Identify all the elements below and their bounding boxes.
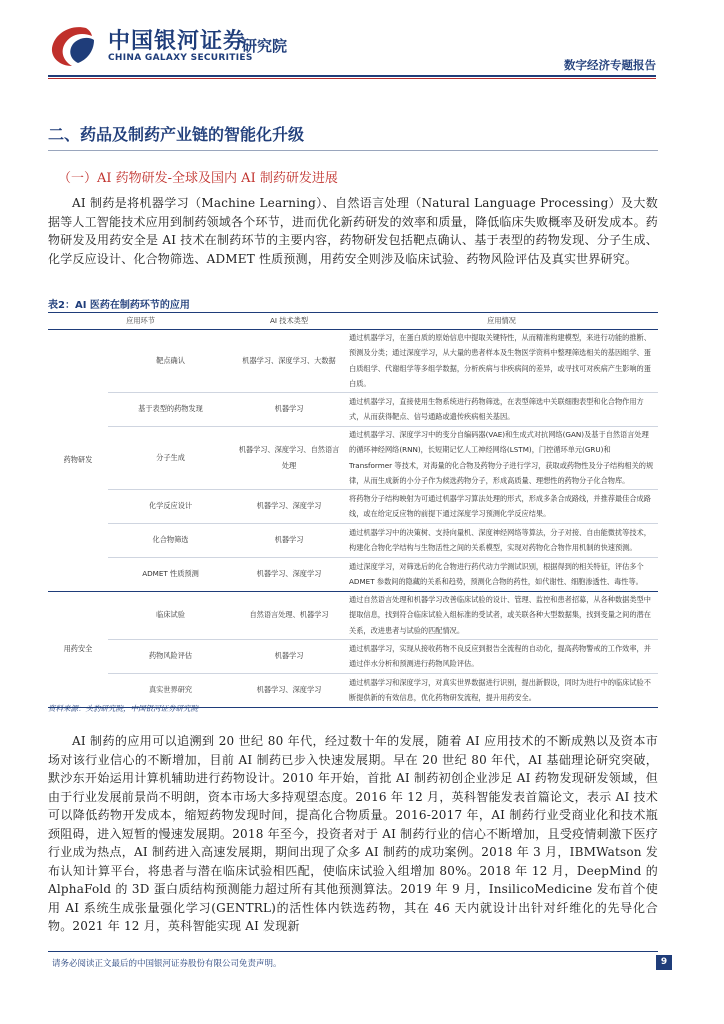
stage-cell: 分子生成 [108,426,233,489]
tech-cell: 机器学习 [233,639,345,673]
history-paragraph: AI 制药的应用可以追溯到 20 世纪 80 年代，经过数十年的发展，随着 AI 应用技术的不断成熟以及资本市场对该行业信心的不断增加，目前 AI 制药已步入快速发展期。早在 20 世纪 80 年代，AI 基础理论研究突破，默沙东开始运用计算机辅助进行药物设计。2010 年开始，首批 AI 制药初创企业涉足 AI 药物发现研发领域，但由于行业发展前景尚不明朗，资本市场大多持观望态度。2016 年 12 月，英科智能发表首篇论文，表示 AI 技术可以降低药物开发成本，缩短药物发现时间，提高化合物质量。2016-2017 年，AI 制药行业受商业化和技术瓶颈阻碍，进入短暂的慢速发展期。2018 年至今，投资者对于 AI 制药行业的信心不断增加，且受疫情刺激下医疗行业成为热点，AI 制药进入高速发展期，期间出现了众多 AI 制药的成功案例。2018 年 3 月，IBMWatson 发布认知计算平台，将患者与潜在临床试验相匹配，使临床试验入组增加 80%。2018 年 12 月，DeepMind 的 AlphaFold 的 3D 蛋白质结构预测能力超过所有其他预测算法。2019 年 9 月，InsilicoMedicine 发布首个使用 AI 系统生成张量强化学习(GENTRL)的活性体内铁选药物，其在 46 天内就设计出针对纤维化的先导化合物。2021 年 12 月，英科智能实现 AI 发现新 [48,734,658,933]
table-row [48,639,658,673]
brand-name-en: CHINA GALAXY SECURITIES [108,53,253,63]
desc-cell: 将药物分子结构映射为可通过机器学习算法处理的形式，形成多条合成路线，并推荐最佳合成路线，或在给定反应物的前提下通过深度学习预测化学反应结果。 [345,489,658,523]
intro-paragraph: AI 制药是将机器学习（Machine Learning）、自然语言处理（Natural Language Processing）及大数据等人工智能技术应用到制药领域各个环节，进而优化新药研发的效率和质量，降低临床失败概率及研发成本。药物研发及用药安全是 AI 技术在制药环节的主要内容，药物研发包括靶点确认、基于表型的药物发现、分子生成、化学反应设计、化合物筛选、ADMET 性质预测，用药安全则涉及临床试验、药物风险评估及真实世界研究。 [48,196,659,266]
tech-cell: 自然语言处理、机器学习 [233,591,345,639]
stage-cell: 化学反应设计 [108,489,233,523]
desc-cell: 通过机器学习、深度学习中的变分自编码器(VAE)和生成式对抗网络(GAN)及基于自然语言处理的循环神经网络(RNN)，长短期记忆人工神经网络(LSTM)，门控循环单元(GRU)和 Transformer 等技术，对海量的化合物及药物分子进行学习，获取或药物性及分子结构相关的规律，从而生成新的小分子作为候选药物分子，形成高质量、理想性的药物分子化合物库。 [345,426,658,489]
tech-cell: 机器学习 [233,523,345,557]
group-label: 用药安全 [48,591,108,707]
desc-cell: 通过机器学习和深度学习，对真实世界数据进行识别，提出新假设，同时为进行中的临床试验不断提供新的有效信息，优化药物研发流程，提升用药安全。 [345,673,658,707]
header-divider-accent [48,78,656,79]
tech-cell: 机器学习、深度学习 [233,673,345,707]
desc-cell: 通过机器学习，在蛋白质的原始信息中提取关键特性，从而精准构建模型，来进行功能的推断、预测及分类；通过深度学习，从大量的患者样本及生物医学资料中整理筛选相关的基因组学、蛋白质组学、代谢组学等多组学数据，分析疾病与非疾病间的差异，或寻找可对疾病产生影响的蛋白质。 [345,329,658,392]
brand-name-cn: 中国银河证券 [108,29,247,54]
ai-pharma-application-table [48,312,658,708]
table-row [48,523,658,557]
tech-cell: 机器学习 [233,392,345,426]
table-row [48,426,658,489]
page-number: 9 [656,955,672,970]
desc-cell: 通过机器学习，实现从接收药物不良反应到报告全流程的自动化，提高药物警戒的工作效率，并通过伴水分析和预测进行药物风险评估。 [345,639,658,673]
table-row [48,557,658,591]
stage-cell: 化合物筛选 [108,523,233,557]
table-row [48,591,658,639]
tech-cell: 机器学习、深度学习、大数据 [233,329,345,392]
table-source: 资料来源：头豹研究院，中国银河证券研究院 [48,704,198,713]
table-caption: 表2：AI 医药在制药环节的应用 [48,300,190,311]
stage-cell: 临床试验 [108,591,233,639]
stage-cell: 基于表型的药物发现 [108,392,233,426]
stage-cell: 靶点确认 [108,329,233,392]
table-row [48,392,658,426]
desc-cell: 通过深度学习，对筛选后的化合物进行药代动力学测试识别，根据得到的相关特征，评估多个 ADMET 参数间的隐藏的关系和趋势，预测化合物的药性，如代谢性、细胞渗透性、毒性等。 [345,557,658,591]
group-label: 药物研发 [48,329,108,591]
footer-divider [48,951,658,952]
institute-label: 研究院 [242,37,288,55]
table-row [48,489,658,523]
col-header-desc: 应用情况 [345,313,658,330]
desc-cell: 通过机器学习，直接使用生物系统进行药物筛选，在表型筛选中关联细胞表型和化合物作用方式，从而获得靶点、信号通路或遗传疾病相关基因。 [345,392,658,426]
footer-disclaimer: 请务必阅读正文最后的中国银河证券股份有限公司免责声明。 [52,959,282,969]
tech-cell: 机器学习、深度学习 [233,557,345,591]
section-divider [48,150,658,151]
desc-cell: 通过机器学习中的决策树、支持向量机、深度神经网络等算法，分子对接、自由能微扰等技术，构建化合物化学结构与生物活性之间的关系模型，实现对药物化合物作用机制的快速预测。 [345,523,658,557]
col-header-stage: 应用环节 [48,313,233,330]
col-header-tech: AI 技术类型 [233,313,345,330]
section-title: 二、药品及制药产业链的智能化升级 [48,125,305,144]
table-header-row [48,313,658,330]
tech-cell: 机器学习、深度学习、自然语言处理 [233,426,345,489]
table-row [48,673,658,707]
stage-cell: ADMET 性质预测 [108,557,233,591]
desc-cell: 通过自然语言处理和机器学习改善临床试验的设计、管理、监控和患者招募，从各种数据类型中提取信息，找到符合临床试验入组标准的受试者，或关联各种大型数据集，找到变量之间的潜在关系，改进患者与试验的匹配情况。 [345,591,658,639]
stage-cell: 真实世界研究 [108,673,233,707]
table-row [48,329,658,392]
subsection-title: （一）AI 药物研发-全球及国内 AI 制药研发进展 [58,171,338,186]
header-divider [48,75,656,77]
tech-cell: 机器学习、深度学习 [233,489,345,523]
galaxy-logo-icon [48,24,98,68]
report-type: 数字经济专题报告 [564,58,656,72]
stage-cell: 药物风险评估 [108,639,233,673]
